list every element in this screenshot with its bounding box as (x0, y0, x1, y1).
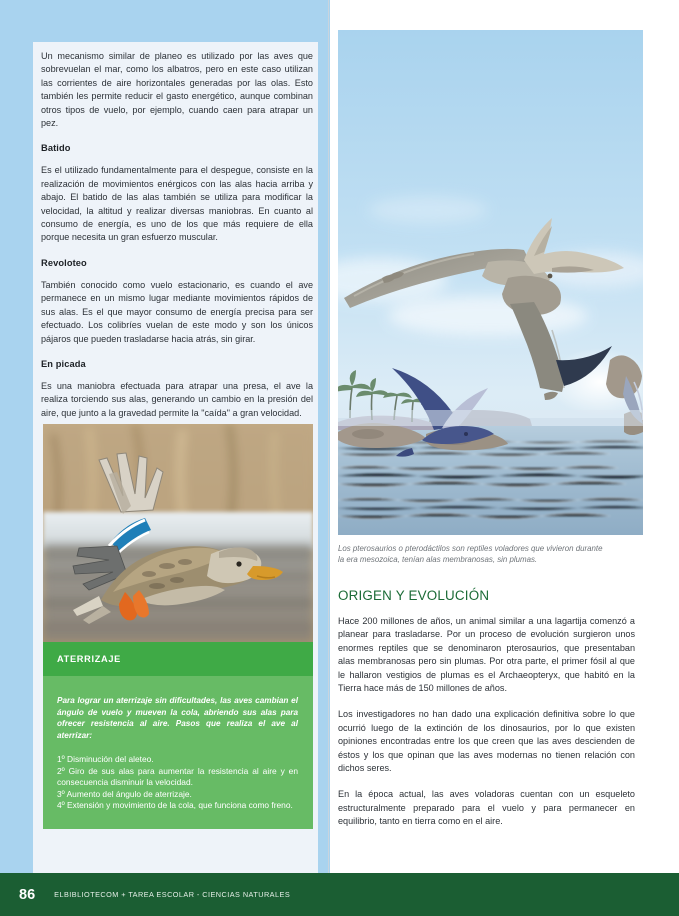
callout-step: 2º Giro de sus alas para aumentar la resistencia al aire y en consecuencia disminuir la velocidad. (57, 765, 298, 788)
page-footer (0, 873, 679, 916)
paragraph-batido: Es el utilizado fundamentalmente para el despegue, consiste en la realización de movimientos enérgicos con las alas hacia arriba y abajo. El batido de las alas también se utiliza para modificar la velocidad, la altitud y realizar diversas maniobras. En cuanto al consumo de energía, es uno de los que más requiere de ella porque necesita un gran esfuerzo muscular. (41, 165, 313, 243)
duck-illustration (43, 424, 313, 642)
heading-revoloteo: Revoloteo (41, 257, 87, 268)
heading-batido: Batido (41, 143, 71, 154)
callout-step: 3º Aumento del ángulo de aterrizaje. (57, 788, 192, 799)
pterosaur-photo (338, 30, 643, 535)
callout-body (43, 676, 313, 811)
callout-step: 4º Extensión y movimiento de la cola, que funciona como freno. (57, 800, 293, 810)
paragraph-en-picada: Es una maniobra efectuada para atrapar una presa, el ave la realiza torciendo sus alas, generando un cambio en la presión del aire, que junto a la gravedad permite la "caída" a gran velocidad. (41, 380, 313, 418)
section-title-origen-y-evolucion: ORIGEN Y EVOLUCIÓN (338, 588, 490, 603)
duck-photo (43, 424, 313, 642)
callout-intro: Para lograr un aterrizaje sin dificultades, las aves cambian el ángulo de vuelo y mueven la cola, abriendo sus alas para ofrecer resistencia al aire. Pasos que realiza el ave al aterrizar: (57, 696, 298, 740)
pterosaur-illustration (338, 30, 643, 535)
callout-step: 1º Disminución del aleteo. (57, 754, 154, 765)
left-column-content (41, 50, 313, 433)
paragraph-origen-3: En la época actual, las aves voladoras cuentan con un esqueleto estructuralmente preparado para el vuelo y para permanecer en equilibrio, tanto en tierra como en el aire. (338, 789, 635, 827)
page-number: 86 (19, 886, 36, 903)
paragraph-revoloteo: También conocido como vuelo estacionario, es cuando el ave permanece en un mismo lugar mediante movimientos rápidos de sus alas. Es el que mayor consumo de energía precisa para ser efectuado. Los colibríes vuelan de este modo y son los únicos pájaros que pueden trasladarse hacia atrás, sin girar. (41, 279, 313, 344)
photo-caption: Los pterosaurios o pterodáctilos son reptiles voladores que vivieron durante la era mesozoica, tenían alas membranosas, sin plumas. (338, 544, 603, 564)
callout-steps (57, 754, 298, 811)
paragraph-origen-1: Hace 200 millones de años, un animal similar a una lagartija comenzó a planear para trasladarse. Por un proceso de evolución surgieron unos enormes reptiles que se denominaron pterosaurios, que presentaban alas membranosas pero sin plumas. Por otra parte, el primer fósil al que le hallaron vestigios de plumas es el Archaeopteryx, que habitó en la Tierra hace más de 150 millones de años. (338, 616, 635, 694)
column-divider (328, 0, 329, 873)
aterrizaje-callout (43, 642, 313, 829)
callout-header (43, 642, 313, 676)
footer-source-text: ELBIBLIOTECOM + TAREA ESCOLAR - CIENCIAS NATURALES (54, 890, 291, 899)
callout-title: ATERRIZAJE (57, 654, 121, 664)
paragraph-origen-2: Los investigadores no han dado una explicación definitiva sobre lo que ocurrió luego de la extinción de los dinosaurios, por lo que existen opiniones encontradas entre los que creen que las aves descienden de éstos y los que opinan que las aves modernas no tienen relación con dichos seres. (338, 709, 635, 774)
right-column-content (338, 30, 643, 842)
heading-en-picada: En picada (41, 358, 86, 369)
intro-paragraph: Un mecanismo similar de planeo es utilizado por las aves que sobrevuelan el mar, como los albatros, pero en este caso utilizan las corrientes de aire horizontales generadas por las olas. Esto también les permite reducir el gasto energético, aunque combinan otros tipos de vuelo, por ejemplo, cuando caen para atrapar un pez. (41, 51, 313, 129)
